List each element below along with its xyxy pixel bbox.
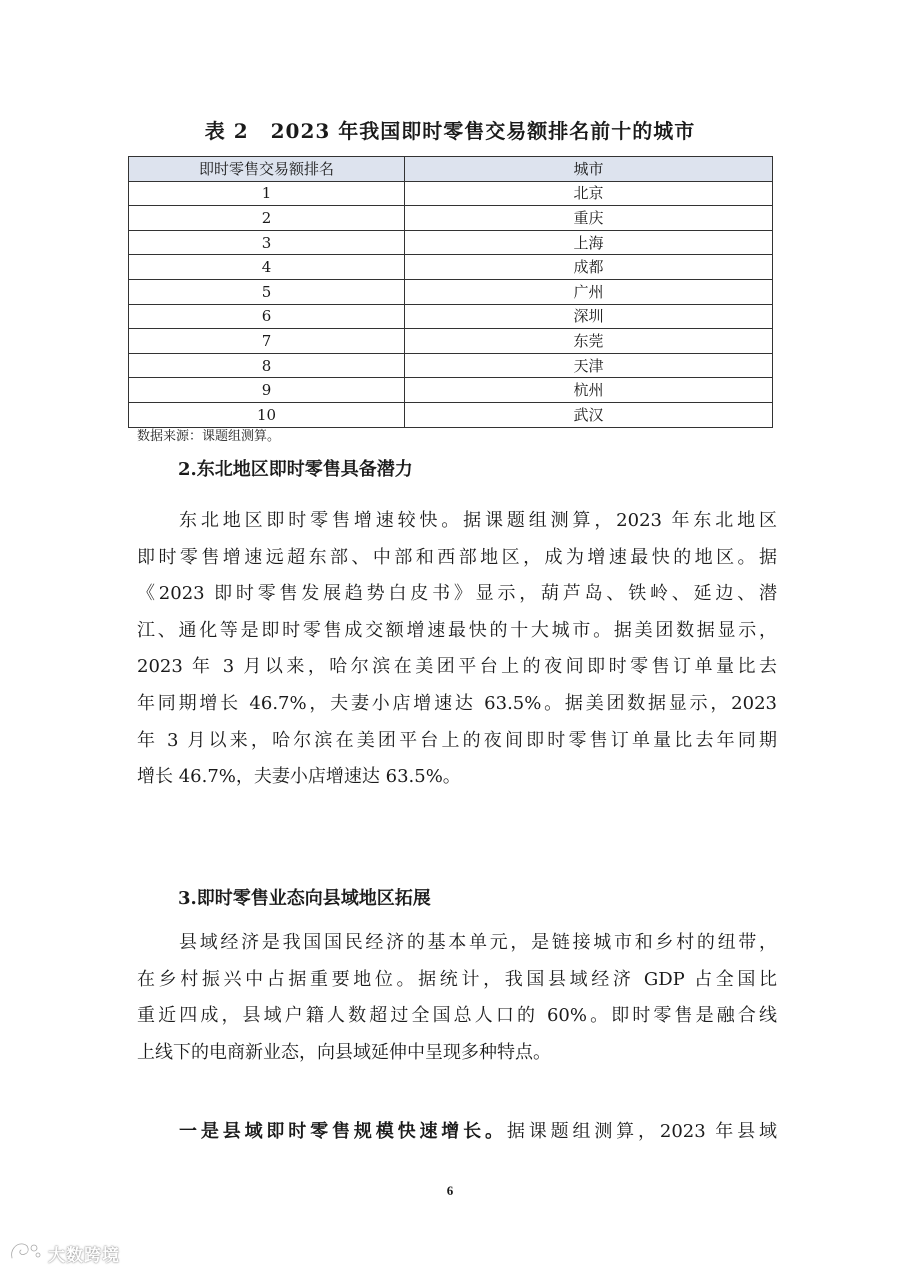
table-label: 表 2 <box>204 119 249 143</box>
paragraph-line: 2023 年 3 月以来，哈尔滨在美团平台上的夜间即时零售订单量比去 <box>137 656 777 678</box>
rank-cell: 5 <box>129 279 405 304</box>
table-title <box>0 117 900 145</box>
paragraph-line: 重近四成，县域户籍人数超过全国总人口的 60%。即时零售是融合线 <box>137 1005 777 1027</box>
paragraph-line: 《2023 即时零售发展趋势白皮书》显示，葫芦岛、铁岭、延边、潜 <box>137 583 777 605</box>
rank-cell: 8 <box>129 353 405 378</box>
paragraph-line: 即时零售增速远超东部、中部和西部地区，成为增速最快的地区。据 <box>137 546 777 568</box>
header-rank: 即时零售交易额排名 <box>129 157 405 182</box>
city-cell: 上海 <box>405 230 773 255</box>
city-cell: 广州 <box>405 279 773 304</box>
rank-cell: 4 <box>129 255 405 280</box>
table-header-row <box>129 157 773 182</box>
paragraph-line: 年 3 月以来，哈尔滨在美团平台上的夜间即时零售订单量比去年同期 <box>137 729 777 751</box>
table-row <box>129 402 773 427</box>
table-row <box>129 206 773 231</box>
city-cell: 重庆 <box>405 206 773 231</box>
table-row <box>129 378 773 403</box>
table-caption: 2023 年我国即时零售交易额排名前十的城市 <box>270 119 696 143</box>
table-row <box>129 279 773 304</box>
paragraph-line: 东北地区即时零售增速较快。据课题组测算，2023 年东北地区 <box>179 510 777 531</box>
table-row <box>129 304 773 329</box>
section-3-heading: 3.即时零售业态向县域地区拓展 <box>178 888 431 909</box>
section-2-heading: 2.东北地区即时零售具备潜力 <box>178 459 413 480</box>
rank-cell: 1 <box>129 181 405 206</box>
city-cell: 东莞 <box>405 329 773 354</box>
section-2-paragraph <box>137 503 777 796</box>
point-1-lead: 一是县域即时零售规模快速增长。 <box>179 1121 507 1142</box>
city-cell: 深圳 <box>405 304 773 329</box>
table-row <box>129 353 773 378</box>
logo-swirl-icon <box>8 1240 42 1266</box>
table-row <box>129 255 773 280</box>
city-cell: 杭州 <box>405 378 773 403</box>
rank-cell: 6 <box>129 304 405 329</box>
watermark-text: 大数跨境 <box>48 1245 120 1266</box>
rank-cell: 2 <box>129 206 405 231</box>
city-cell: 天津 <box>405 353 773 378</box>
paragraph-line: 县域经济是我国国民经济的基本单元，是链接城市和乡村的纽带， <box>179 932 777 953</box>
table-row <box>129 181 773 206</box>
watermark <box>8 1240 120 1266</box>
point-1-text: 据课题组测算，2023 年县域 <box>506 1121 778 1142</box>
table-row <box>129 329 773 354</box>
paragraph-line: 在乡村振兴中占据重要地位。据统计，我国县域经济 GDP 占全国比 <box>137 968 777 990</box>
header-city: 城市 <box>405 157 773 182</box>
ranking-table <box>128 156 773 428</box>
rank-cell: 3 <box>129 230 405 255</box>
page-number: 6 <box>446 1183 454 1198</box>
rank-cell: 10 <box>129 402 405 427</box>
paragraph-line <box>137 1114 777 1151</box>
rank-cell: 7 <box>129 329 405 354</box>
table-row <box>129 230 773 255</box>
paragraph-line: 江、通化等是即时零售成交额增速最快的十大城市。据美团数据显示， <box>137 619 777 641</box>
section-3-point-1 <box>137 1114 777 1151</box>
city-cell: 北京 <box>405 181 773 206</box>
table-source-note: 数据来源：课题组测算。 <box>137 429 281 444</box>
section-3-paragraph <box>137 925 777 1071</box>
rank-cell: 9 <box>129 378 405 403</box>
paragraph-line: 增长 46.7%，夫妻小店增速达 63.5%。 <box>137 766 461 788</box>
city-cell: 武汉 <box>405 402 773 427</box>
paragraph-line: 上线下的电商新业态，向县域延伸中呈现多种特点。 <box>137 1041 551 1063</box>
paragraph-line: 年同期增长 46.7%，夫妻小店增速达 63.5%。据美团数据显示，2023 <box>137 692 777 714</box>
city-cell: 成都 <box>405 255 773 280</box>
